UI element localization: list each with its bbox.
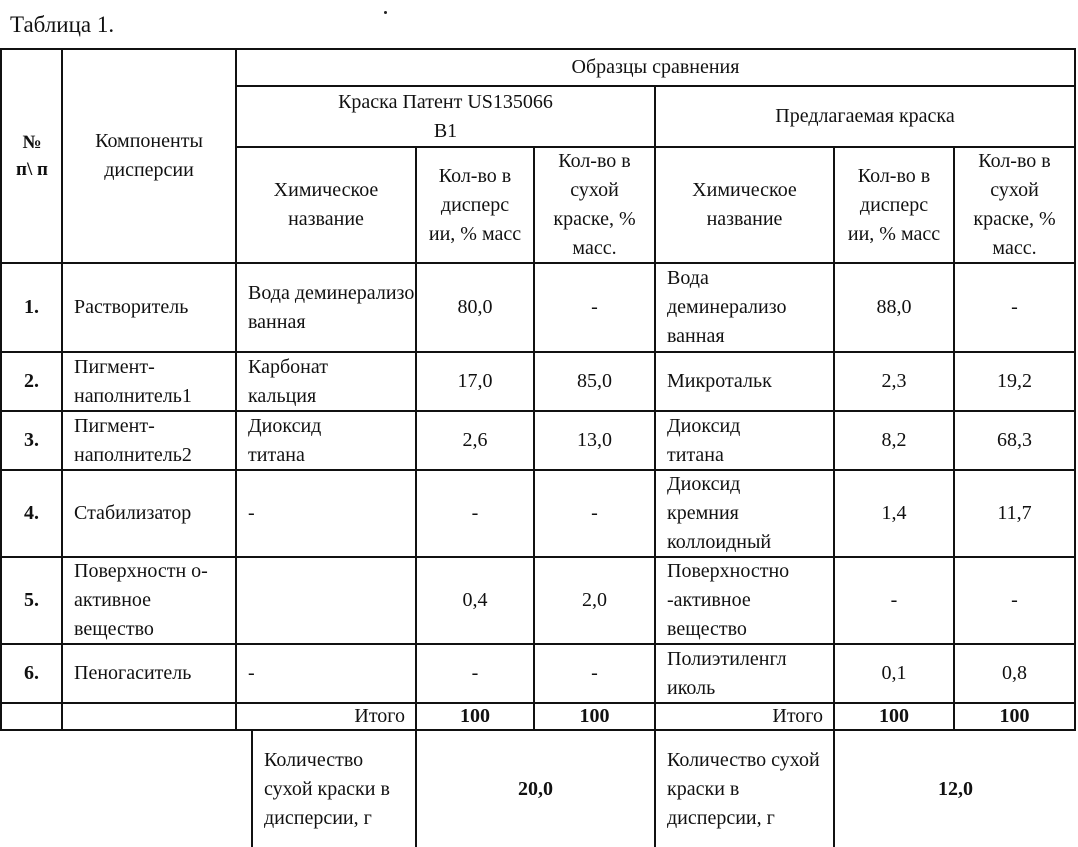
row-proposed-qty-dispersion: 2,3 bbox=[881, 370, 907, 392]
total-patent-qty-dispersion: 100 bbox=[460, 705, 490, 727]
row-component: Стабилизатор bbox=[74, 502, 192, 524]
row-proposed-qty-dispersion: - bbox=[890, 589, 898, 611]
row-patent-qty-dry: 13,0 bbox=[577, 429, 612, 451]
row-patent-chem-name: Вода деминерализо ванная bbox=[248, 281, 415, 333]
header-qty-dispersion-patent: Кол-во в дисперс ии, % масс bbox=[428, 164, 522, 245]
dry-amount-label-patent: Количество сухой краски в дисперсии, г bbox=[264, 748, 390, 829]
row-number: 4. bbox=[24, 502, 39, 524]
header-proposed-paint: Предлагаемая краска bbox=[775, 105, 955, 127]
row-proposed-qty-dispersion: 8,2 bbox=[881, 429, 907, 451]
dry-amount-value-patent: 20,0 bbox=[518, 777, 553, 800]
row-patent-qty-dispersion: 80,0 bbox=[457, 296, 493, 318]
total-label-proposed: Итого bbox=[772, 705, 823, 727]
row-proposed-chem-name: Полиэтиленгл иколь bbox=[667, 647, 787, 699]
row-proposed-qty-dry: 68,3 bbox=[997, 429, 1032, 451]
table-caption: Таблица 1. bbox=[10, 12, 115, 37]
row-component: Растворитель bbox=[74, 296, 189, 318]
row-proposed-qty-dry: 0,8 bbox=[1002, 662, 1027, 684]
row-patent-chem-name: - bbox=[248, 502, 255, 524]
header-chem-name-proposed: Химическое название bbox=[692, 179, 797, 230]
total-patent-qty-dry: 100 bbox=[579, 705, 610, 727]
row-patent-qty-dry: 2,0 bbox=[582, 589, 607, 611]
row-component: Пеногаситель bbox=[74, 662, 192, 684]
row-patent-qty-dry: - bbox=[591, 296, 598, 318]
header-patent-paint: Краска Патент US135066 В1 bbox=[338, 90, 553, 142]
header-comparison: Образцы сравнения bbox=[571, 56, 740, 78]
row-proposed-qty-dry: - bbox=[1011, 296, 1018, 318]
row-proposed-chem-name: Диоксид кремния коллоидный bbox=[667, 473, 772, 553]
row-patent-qty-dispersion: - bbox=[471, 662, 479, 684]
row-proposed-chem-name: Поверхностно -активное вещество bbox=[667, 560, 790, 640]
scan-speck bbox=[384, 11, 387, 14]
row-patent-chem-name: - bbox=[248, 662, 255, 684]
total-proposed-qty-dry: 100 bbox=[999, 705, 1030, 727]
row-proposed-qty-dry: 19,2 bbox=[997, 370, 1032, 392]
row-patent-qty-dispersion: 17,0 bbox=[457, 370, 493, 392]
header-chem-name-patent: Химическое название bbox=[273, 179, 379, 230]
total-proposed-qty-dispersion: 100 bbox=[879, 705, 909, 727]
row-patent-qty-dispersion: 2,6 bbox=[462, 429, 488, 451]
row-number: 5. bbox=[24, 589, 39, 611]
row-patent-chem-name: Карбонат кальция bbox=[248, 355, 328, 407]
row-proposed-qty-dispersion: 0,1 bbox=[881, 662, 907, 684]
row-proposed-qty-dispersion: 88,0 bbox=[876, 296, 912, 318]
row-component: Поверхностн о-активное вещество bbox=[74, 560, 208, 640]
row-component: Пигмент-наполнитель1 bbox=[74, 355, 192, 407]
row-number: 2. bbox=[24, 370, 39, 392]
row-proposed-chem-name: Диоксид титана bbox=[667, 414, 741, 466]
row-patent-qty-dispersion: 0,4 bbox=[462, 589, 488, 611]
header-number: № п\ п bbox=[16, 132, 48, 180]
row-patent-chem-name bbox=[237, 558, 415, 643]
row-component: Пигмент-наполнитель2 bbox=[74, 414, 192, 466]
row-proposed-qty-dispersion: 1,4 bbox=[881, 502, 907, 524]
dry-amount-label-proposed: Количество сухой краски в дисперсии, г bbox=[667, 748, 820, 829]
row-patent-qty-dispersion: - bbox=[471, 502, 479, 524]
row-proposed-qty-dry: - bbox=[1011, 589, 1018, 611]
row-patent-qty-dry: 85,0 bbox=[577, 370, 612, 392]
header-qty-dispersion-proposed: Кол-во в дисперс ии, % масс bbox=[847, 164, 941, 245]
row-number: 3. bbox=[24, 429, 39, 451]
row-proposed-chem-name: Вода деминерализо ванная bbox=[667, 267, 787, 347]
header-qty-dry-proposed: Кол-во в сухой краске, % масс. bbox=[973, 150, 1056, 259]
header-components: Компоненты дисперсии bbox=[95, 130, 203, 181]
row-proposed-qty-dry: 11,7 bbox=[997, 502, 1032, 524]
row-number: 1. bbox=[24, 296, 39, 318]
row-patent-qty-dry: - bbox=[591, 502, 598, 524]
row-patent-qty-dry: - bbox=[591, 662, 598, 684]
dry-amount-value-proposed: 12,0 bbox=[938, 777, 973, 800]
row-number: 6. bbox=[24, 662, 39, 684]
header-qty-dry-patent: Кол-во в сухой краске, % масс. bbox=[553, 150, 636, 259]
row-patent-chem-name: Диоксид титана bbox=[248, 414, 322, 466]
total-label-patent: Итого bbox=[354, 705, 405, 727]
row-proposed-chem-name: Микротальк bbox=[667, 370, 772, 392]
